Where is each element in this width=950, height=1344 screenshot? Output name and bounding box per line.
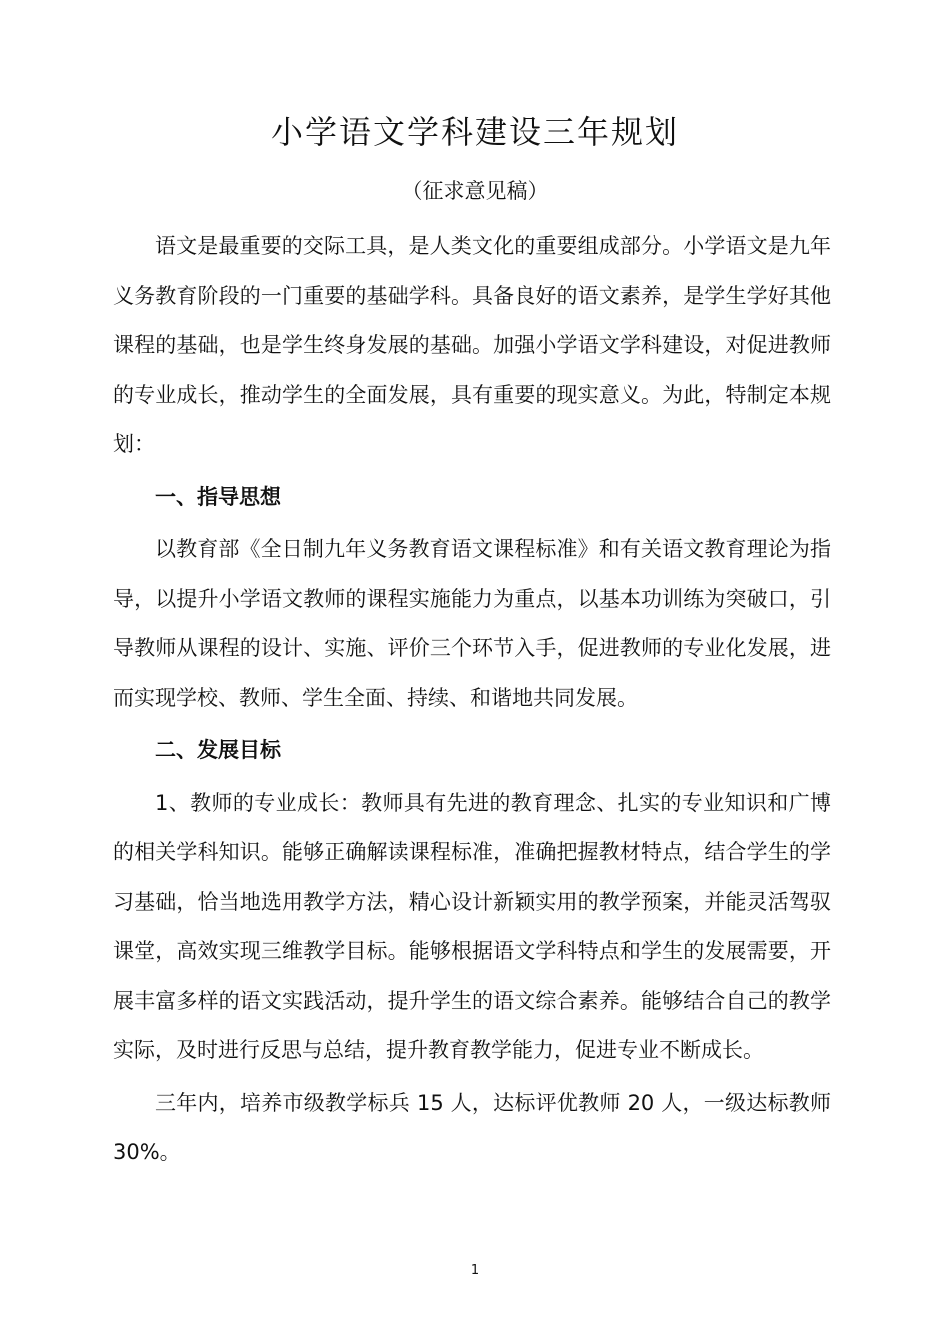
document-body bbox=[113, 222, 831, 1178]
intro-paragraph: 语文是最重要的交际工具，是人类文化的重要组成部分。小学语文是九年义务教育阶段的一门重要的基础学科。具备良好的语文素养，是学生学好其他课程的基础，也是学生终身发展的基础。加强小学语文学科建设，对促进教师的专业成长，推动学生的全面发展，具有重要的现实意义。为此，特制定本规划： bbox=[113, 234, 831, 456]
guiding-ideology-paragraph: 以教育部《全日制九年义务教育语文课程标准》和有关语文教育理论为指导，以提升小学语文教师的课程实施能力为重点，以基本功训练为突破口，引导教师从课程的设计、实施、评价三个环节入手，促进教师的专业化发展，进而实现学校、教师、学生全面、持续、和谐地共同发展。 bbox=[113, 537, 831, 710]
section-heading-guiding-ideology: 一、指导思想 bbox=[155, 484, 281, 509]
three-year-targets-paragraph: 三年内，培养市级教学标兵 15 人，达标评优教师 20 人，一级达标教师 30%。 bbox=[113, 1090, 831, 1164]
page-number: 1 bbox=[470, 1263, 480, 1278]
document-subtitle: （征求意见稿） bbox=[401, 179, 549, 203]
document-title: 小学语文学科建设三年规划 bbox=[270, 113, 679, 151]
teacher-growth-paragraph: 1、教师的专业成长：教师具有先进的教育理念、扎实的专业知识和广博的相关学科知识。能够正确解读课程标准，准确把握教材特点，结合学生的学习基础，恰当地选用教学方法，精心设计新颖实用的教学预案，并能灵活驾驭课堂，高效实现三维教学目标。能够根据语文学科特点和学生的发展需要，开展丰富多样的语文实践活动，提升学生的语文综合素养。能够结合自己的教学实际，及时进行反思与总结，提升教育教学能力，促进专业不断成长。 bbox=[113, 790, 831, 1062]
section-heading-development-goals: 二、发展目标 bbox=[155, 738, 281, 762]
